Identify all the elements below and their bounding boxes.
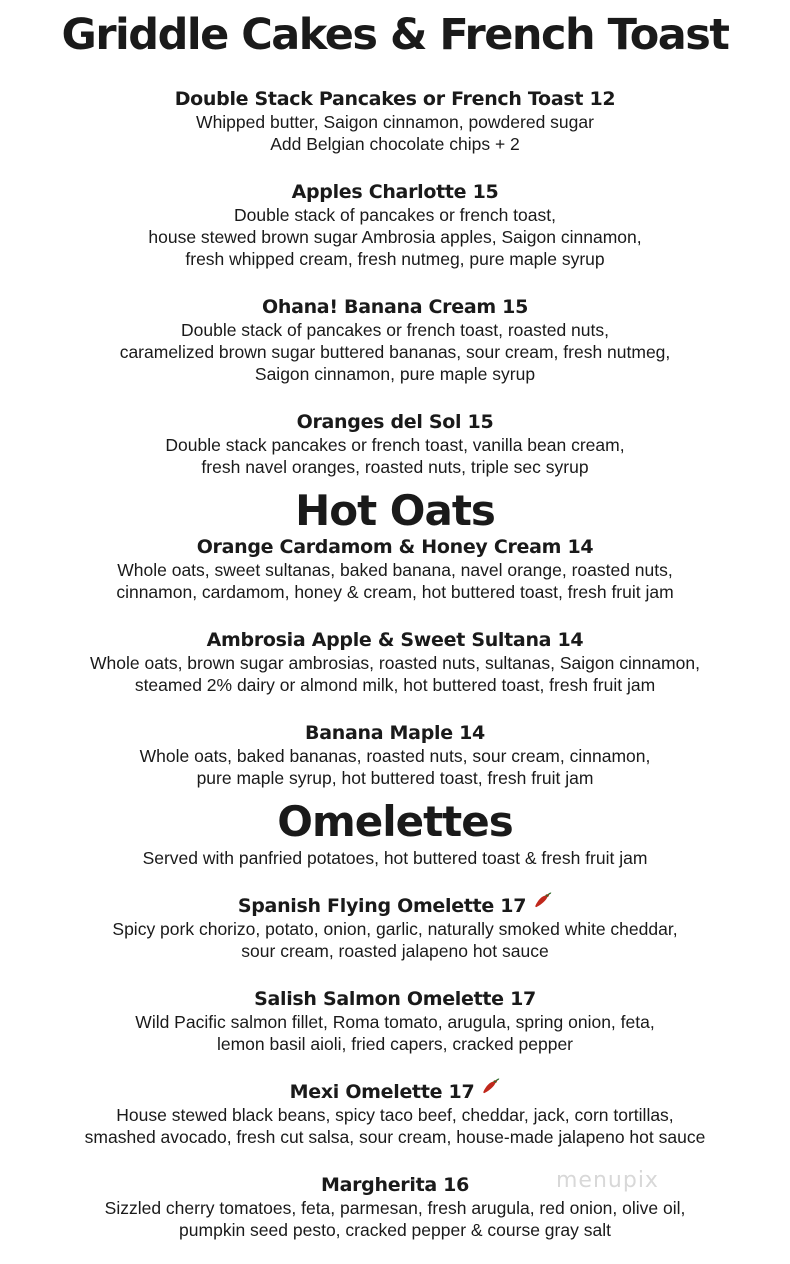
- item-desc-line: Add Belgian chocolate chips + 2: [270, 134, 520, 154]
- item-desc-line: steamed 2% dairy or almond milk, hot buttered toast, fresh fruit jam: [134, 675, 656, 695]
- item-desc-line: sour cream, roasted jalapeno hot sauce: [241, 941, 549, 961]
- item-desc-line: Spicy pork chorizo, potato, onion, garlic, naturally smoked white cheddar,: [112, 919, 678, 939]
- item-name-row: [0, 894, 790, 918]
- item-desc-line: Saigon cinnamon, pure maple syrup: [254, 364, 536, 384]
- watermark-text: menupix: [556, 1168, 659, 1193]
- item-desc-line: pumpkin seed pesto, cracked pepper & course gray salt: [179, 1220, 611, 1240]
- section-subtitle-omelettes: Served with panfried potatoes, hot buttered toast & fresh fruit jam: [142, 848, 648, 868]
- item-name-row: [0, 1080, 790, 1104]
- menu-item: [0, 1080, 790, 1148]
- section-title-omelettes: Omelettes: [277, 797, 513, 846]
- menu-item: [0, 894, 790, 962]
- item-desc-line: Double stack pancakes or french toast, vanilla bean cream,: [165, 435, 625, 455]
- chili-pepper-icon: [532, 891, 552, 917]
- item-desc-line: Double stack of pancakes or french toast, roasted nuts,: [180, 320, 609, 340]
- item-name: Orange Cardamom & Honey Cream 14: [196, 536, 594, 558]
- item-name: Ohana! Banana Cream 15: [261, 296, 528, 318]
- item-desc-line: smashed avocado, fresh cut salsa, sour cream, house-made jalapeno hot sauce: [84, 1127, 706, 1147]
- item-desc-line: cinnamon, cardamom, honey & cream, hot buttered toast, fresh fruit jam: [116, 582, 674, 602]
- menu-item: [0, 1173, 790, 1241]
- item-name: Spanish Flying Omelette 17: [237, 895, 527, 917]
- item-desc-line: Double stack of pancakes or french toast,: [234, 205, 556, 225]
- item-name: Ambrosia Apple & Sweet Sultana 14: [206, 629, 584, 651]
- section-title-hot-oats: Hot Oats: [295, 486, 495, 535]
- menu-item: [0, 180, 790, 270]
- menu-item: [0, 295, 790, 385]
- chili-pepper-icon: [480, 1077, 500, 1103]
- item-name: Salish Salmon Omelette 17: [254, 988, 536, 1010]
- item-desc-line: Whole oats, sweet sultanas, baked banana, navel orange, roasted nuts,: [117, 560, 673, 580]
- item-name: Margherita 16: [320, 1174, 470, 1196]
- menu-item: [0, 721, 790, 789]
- item-desc-line: fresh navel oranges, roasted nuts, triple sec syrup: [201, 457, 589, 477]
- menu-item: [0, 535, 790, 603]
- item-desc-line: fresh whipped cream, fresh nutmeg, pure maple syrup: [185, 249, 605, 269]
- item-desc-line: House stewed black beans, spicy taco beef, cheddar, jack, corn tortillas,: [116, 1105, 674, 1125]
- item-name: Double Stack Pancakes or French Toast 12: [174, 88, 616, 110]
- item-name: Mexi Omelette 17: [289, 1081, 475, 1103]
- menu-item: [0, 410, 790, 478]
- item-desc-line: house stewed brown sugar Ambrosia apples, Saigon cinnamon,: [148, 227, 642, 247]
- item-desc-line: pure maple syrup, hot buttered toast, fresh fruit jam: [196, 768, 594, 788]
- menu-item: [0, 987, 790, 1055]
- item-name: Apples Charlotte 15: [291, 181, 499, 203]
- item-desc-line: caramelized brown sugar buttered bananas, sour cream, fresh nutmeg,: [119, 342, 671, 362]
- menu-item: [0, 628, 790, 696]
- item-desc-line: lemon basil aioli, fried capers, cracked pepper: [216, 1034, 573, 1054]
- item-desc-line: Wild Pacific salmon fillet, Roma tomato, arugula, spring onion, feta,: [135, 1012, 655, 1032]
- section-title-griddle: Griddle Cakes & French Toast: [61, 10, 729, 60]
- item-name: Oranges del Sol 15: [296, 411, 494, 433]
- menu-item: [0, 87, 790, 155]
- item-name: Banana Maple 14: [305, 722, 485, 744]
- item-desc-line: Whole oats, brown sugar ambrosias, roasted nuts, sultanas, Saigon cinnamon,: [90, 653, 700, 673]
- item-desc-line: Sizzled cherry tomatoes, feta, parmesan, fresh arugula, red onion, olive oil,: [104, 1198, 686, 1218]
- item-desc-line: Whipped butter, Saigon cinnamon, powdered sugar: [196, 112, 594, 132]
- item-desc-line: Whole oats, baked bananas, roasted nuts, sour cream, cinnamon,: [139, 746, 651, 766]
